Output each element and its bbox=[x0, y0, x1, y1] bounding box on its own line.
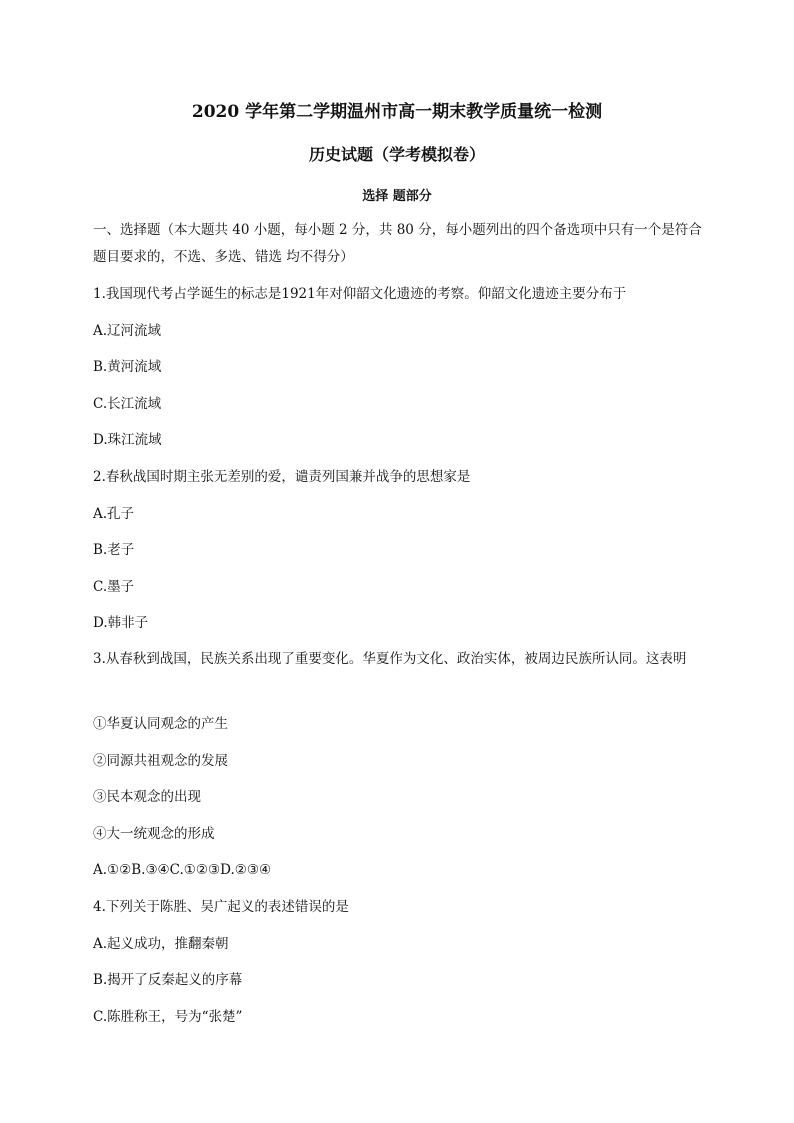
question-4-option-c: C.陈胜称王，号为“张楚” bbox=[93, 1009, 243, 1025]
exam-title: 2020 学年第二学期温州市高一期末教学质量统一检测 bbox=[191, 102, 603, 122]
exam-subtitle: 历史试题（学考模拟卷） bbox=[308, 145, 485, 164]
question-2-option-c: C.墨子 bbox=[93, 579, 135, 595]
question-3-options: A.①②B.③④C.①②③D.②③④ bbox=[93, 862, 272, 878]
question-3-item-4: ④大一统观念的形成 bbox=[93, 826, 215, 842]
question-4-stem: 4.下列关于陈胜、吴广起义的表述错误的是 bbox=[93, 899, 349, 915]
section-heading: 选择 题部分 bbox=[362, 189, 432, 204]
question-1-option-a: A.辽河流域 bbox=[93, 323, 162, 339]
question-3-item-1: ①华夏认同观念的产生 bbox=[93, 716, 228, 732]
question-1-option-c: C.长江流域 bbox=[93, 396, 162, 412]
instructions-text: 一、选择题（本大题共 40 小题，每小题 2 分，共 80 分，每小题列出的四个备选项中只有一个是符合题目要求的，不选、多选、错选 均不得分） bbox=[93, 222, 702, 265]
question-2-stem: 2.春秋战国时期主张无差别的爱，谴责列国兼并战争的思想家是 bbox=[93, 469, 471, 485]
question-1-option-b: B.黄河流域 bbox=[93, 359, 162, 375]
question-1-option-d: D.珠江流域 bbox=[93, 432, 162, 448]
question-1-stem: 1.我国现代考占学诞生的标志是1921年对仰韶文化遗迹的考察。仰韶文化遗迹主要分布于 bbox=[93, 286, 627, 302]
question-4-option-b: B.揭开了反秦起义的序幕 bbox=[93, 972, 243, 988]
question-2-option-d: D.韩非子 bbox=[93, 615, 149, 631]
question-2-option-a: A.孔子 bbox=[93, 506, 135, 522]
question-2-option-b: B.老子 bbox=[93, 542, 135, 558]
question-3-item-2: ②同源共祖观念的发展 bbox=[93, 753, 228, 769]
question-3-stem: 3.从春秋到战国，民族关系出现了重要变化。华夏作为文化、政治实体，被周边民族所认同。这表明 bbox=[93, 651, 687, 667]
question-4-option-a: A.起义成功，推翻秦朝 bbox=[93, 936, 229, 952]
question-3-item-3: ③民本观念的出现 bbox=[93, 789, 201, 805]
